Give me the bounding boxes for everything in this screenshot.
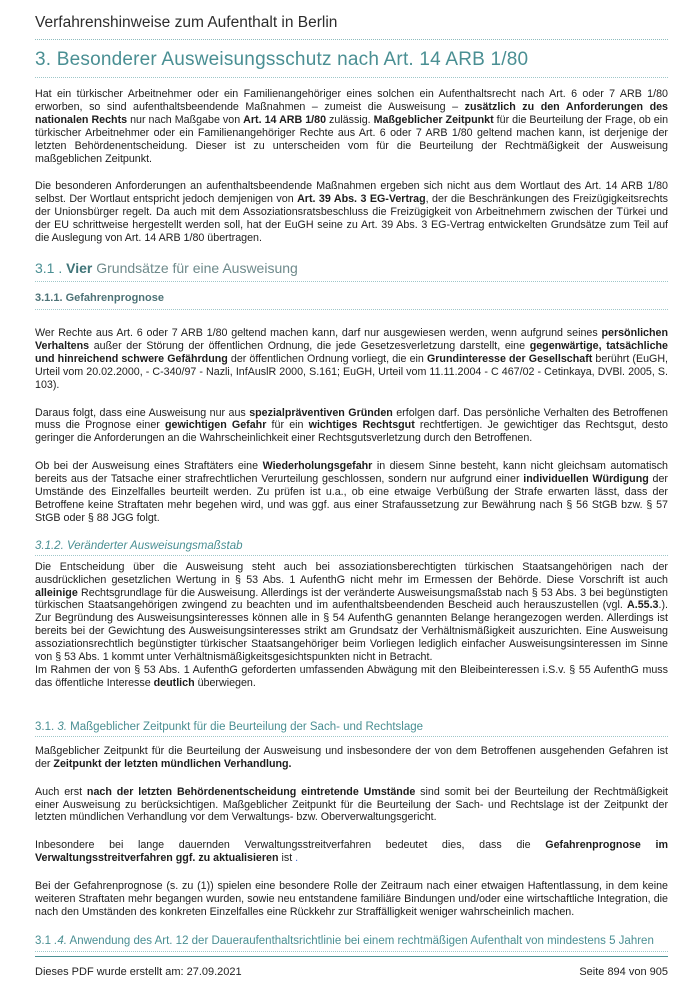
doc-title: Verfahrenshinweise zum Aufenthalt in Berlin (35, 14, 668, 40)
page-footer (35, 956, 668, 978)
section-heading: 3. Besonderer Ausweisungsschutz nach Art. 14 ARB 1/80 (35, 49, 668, 78)
paragraph-wortlaut: Die besonderen Anforderungen an aufenthaltsbeendende Maßnahmen ergeben sich nicht aus dem Wortlaut des Art. 14 ARB 1/80 selbst. Der Wortlaut entspricht jedoch demjenigen von Art. 39 Abs. 3 EG-Vertrag, der die Beschränkungen des Freizügigkeitsrechts der Unionsbürger regelt. Da auch mit dem Assoziationsratsbeschluss die Freizügigkeit von Arbeitnehmern zwischen der Türkei und der EU schrittweise hergestellt werden soll, hat der EuGH seine zu Art. 39 Abs. 3 EG-Vertrag entwickelten Grundsätze zum Teil auf die Auslegung von Art. 14 ARB 1/80 übertragen. (35, 180, 668, 245)
paragraph-inbesondere: Inbesondere bei lange dauernden Verwaltungsstreitverfahren bedeutet dies, dass die Gefahrenprognose im Verwaltungsstreitverfahren ggf. zu aktualisieren ist . (35, 839, 668, 865)
paragraph-gefahrenprognose-rolle: Bei der Gefahrenprognose (s. zu (1)) spielen eine besondere Rolle der Zeitraum nach einer etwaigen Haftentlassung, in dem keine weiteren Straftaten mehr begangen wurden, sowie neu entstandene familiäre Bindungen und/oder eine wirtschaftliche Integration, die nach den Umständen des konkreten Einzelfalles eine Rückkehr zur Straffälligkeit weniger wahrscheinlich machen. (35, 880, 668, 918)
paragraph-intro: Hat ein türkischer Arbeitnehmer oder ein Familienangehöriger eines solchen ein Aufenthaltsrecht nach Art. 6 oder 7 ARB 1/80 erworben, so sind aufenthaltsbeendende Maßnahmen – zumeist die Ausweisung – zusätzlich zu den Anforderungen des nationalen Rechts nur nach Maßgabe von Art. 14 ARB 1/80 zulässig. Maßgeblicher Zeitpunkt für die Beurteilung der Frage, ob ein türkischer Arbeitnehmer oder ein Familienangehöriger Rechte aus Art. 6 oder 7 ARB 1/80 geltend machen kann, ist derjenige der letzten Behördenentscheidung. Dieser ist zu unterscheiden vom für die Beurteilung der Rechtmäßigkeit der Ausweisung maßgeblichen Zeitpunkt. (35, 88, 669, 165)
heading-veraenderter-ausweisungsmassstab: 3.1.2. Veränderter Ausweisungsmaßstab (35, 540, 668, 556)
heading-gefahrenprognose: 3.1.1. Gefahrenprognose (35, 292, 668, 310)
paragraph-massgeblicher-zeitpunkt: Maßgeblicher Zeitpunkt für die Beurteilung der Ausweisung und insbesondere der von dem Betroffenen ausgehenden Gefahren ist der Zeitpunkt der letzten mündlichen Verhandlung. (35, 744, 668, 770)
heading-anwendung-art12: 3.1 .4. Anwendung des Art. 12 der Daueraufenthaltsrichtlinie bei einem rechtmäßigen Aufenthalt von mindestens 5 Jahren (35, 935, 668, 952)
paragraph-entscheidung: Die Entscheidung über die Ausweisung steht auch bei assoziationsberechtigten türkischen Staatsangehörigen nach der ausdrücklichen gesetzlichen Wertung in § 53 Abs. 1 AufenthG nicht mehr im Ermessen der Behörde. Diese Vorschrift ist auch alleinige Rechtsgrundlage für die Ausweisung. Allerdings ist der veränderte Ausweisungsmaßstab nach § 53 Abs. 3 bei begünstigten türkischen Staatsangehörigen zwingend zu beachten und im aufenthaltsbeendenden Bescheid auch herauszustellen (vgl. A.55.3.). Zur Begründung des Ausweisungsinteresses können alle in § 54 AufenthG genannten Belange herangezogen werden. Allerdings ist bereits bei der Gewichtung des Ausweisungsinteresses strikt am Grundsatz der Verhältnismäßigkeit auszurichten. Eine Ausweisung assoziationsrechtlich begünstigter türkischer Staatsangehöriger beim Vorliegen lediglich einfacher Ausweisungsinteressen im Sinne von § 53 Abs. 1 kommt unter Verhältnismäßigkeitsgesichtspunkten nicht in Betracht. (35, 560, 668, 664)
paragraph-auch-erst: Auch erst nach der letzten Behördenentscheidung eintretende Umstände sind somit bei der Beurteilung der Rechtmäßigkeit einer Ausweisung zu berücksichtigen. Maßgeblicher Zeitpunkt für die Beurteilung der Sach- und Rechtslage ist der Zeitpunkt der letzten mündlichen Verhandlung vor dem Verwaltungs- bzw. Oberverwaltungsgericht. (35, 785, 668, 824)
footer-page-number: Seite 894 von 905 (579, 966, 668, 978)
paragraph-wer-rechte: Wer Rechte aus Art. 6 oder 7 ARB 1/80 geltend machen kann, darf nur ausgewiesen werden, wenn aufgrund seines persönlichen Verhaltens außer der Störung der öffentlichen Ordnung, die jede Gesetzesverletzung darstellt, eine gegenwärtige, tatsächliche und hinreichend schwere Gefährdung der öffentlichen Ordnung vorliegt, die ein Grundinteresse der Gesellschaft berührt (EuGH, Urteil vom 20.02.2000, - C-340/97 - Nazli, InfAuslR 2000, S.161; EuGH, Urteil vom 11.11.2004 - C 467/02 - Cetinkaya, DVBl. 2005, S. 103). (35, 326, 669, 391)
document-content (35, 88, 668, 952)
heading-vier-grundsaetze: 3.1 . Vier Grundsätze für eine Ausweisung (35, 260, 668, 282)
paragraph-daraus-folgt: Daraus folgt, dass eine Ausweisung nur aus spezialpräventiven Gründen erfolgen darf. Das persönliche Verhalten des Betroffenen muss die Prognose einer gewichtigen Gefahr für ein wichtiges Rechtsgut rechtfertigen. Je gewichtiger das Rechtsgut, desto geringer die Anforderungen an die Wahrscheinlichkeit einer Rechtsgutsverletzung durch den Betroffenen. (35, 406, 668, 445)
footer-created-date: Dieses PDF wurde erstellt am: 27.09.2021 (35, 966, 242, 978)
paragraph-im-rahmen: Im Rahmen der von § 53 Abs. 1 AufenthG geforderten umfassenden Abwägung mit den Bleibeinteressen i.S.v. § 55 AufenthG muss das öffentliche Interesse deutlich überwiegen. (35, 664, 668, 689)
heading-massgeblicher-zeitpunkt: 3.1. 3. Maßgeblicher Zeitpunkt für die Beurteilung der Sach- und Rechtslage (35, 721, 668, 737)
paragraph-wiederholungsgefahr: Ob bei der Ausweisung eines Straftäters eine Wiederholungsgefahr in diesem Sinne besteht, kann nicht gleichsam automatisch bereits aus der Tatsache einer strafrechtlichen Verurteilung geschlossen, sondern nur aufgrund einer individuellen Würdigung der Umstände des Einzelfalles beurteilt werden. Zu prüfen ist u.a., ob eine etwaige Verbüßung der Strafe erwarten lässt, dass der Betroffene keine Straftaten mehr begehen wird, und was ggf. aus einer Strafaussetzung zur Bewährung nach § 56 StGB bzw. § 57 StGB oder § 88 JGG folgt. (35, 460, 668, 524)
